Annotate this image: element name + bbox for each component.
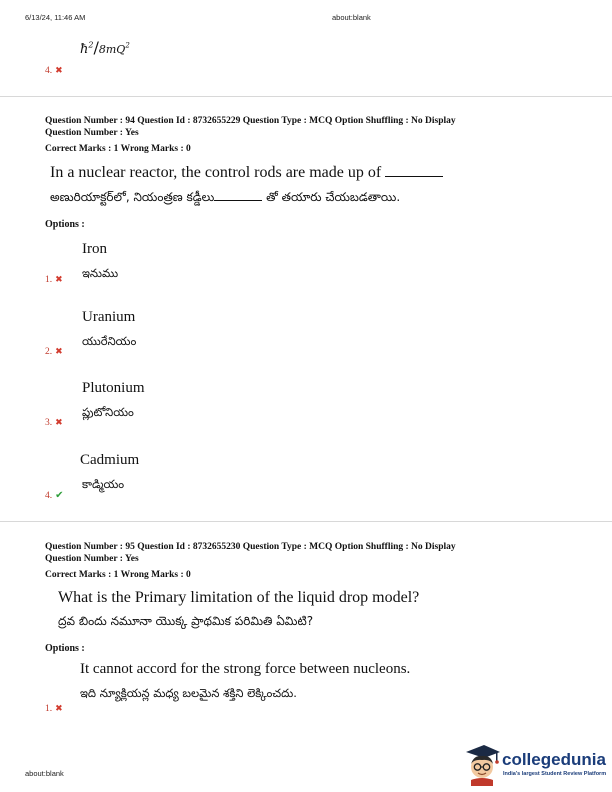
q95-options-label: Options : <box>45 643 85 654</box>
q94-option-3-te: ప్లుటోనియం <box>82 405 134 419</box>
formula-sup: 2 <box>88 40 94 50</box>
q95-option-1-number: 1. ✖ <box>45 704 63 714</box>
q94-marks: Correct Marks : 1 Wrong Marks : 0 <box>45 144 191 154</box>
q94-option-3-en: Plutonium <box>82 380 145 396</box>
wrong-mark-icon: ✖ <box>55 418 63 428</box>
section-divider <box>0 521 612 522</box>
q95-option-1-te: ఇది న్యూక్లియన్ల మధ్య బలమైన శక్తిని లెక్కించదు. <box>80 686 297 700</box>
wrong-mark-icon: ✖ <box>55 275 63 285</box>
q94-option-1-number: 1. ✖ <box>45 275 63 285</box>
print-datetime: 6/13/24, 11:46 AM <box>25 13 86 22</box>
q94-question-te: అణురియాక్టర్‌లో, నియంత్రణ కడ్డీలు తో తయారు చేయబడతాయి. <box>50 190 401 204</box>
q94-meta-line1: Question Number : 94 Question Id : 8732655229 Question Type : MCQ Option Shuffling : No Display <box>45 116 456 126</box>
print-footer-url: about:blank <box>25 769 64 778</box>
q95-option-1-en: It cannot accord for the strong force between nucleons. <box>80 661 411 677</box>
q95-meta-line2: Question Number : Yes <box>45 554 139 564</box>
q94-option-1-en: Iron <box>82 241 107 257</box>
q94-option-4-te: కాడ్మియం <box>82 477 125 491</box>
previous-option-formula: $ħ^2/8mQ^2$ <box>80 38 130 57</box>
q95-question-en: What is the Primary limitation of the liquid drop model? <box>58 589 420 606</box>
collegedunia-logo <box>462 742 610 788</box>
q95-meta <box>45 541 456 581</box>
logo-name: collegedunia <box>502 750 606 769</box>
wrong-mark-icon: ✖ <box>55 347 63 357</box>
logo-tagline: India's largest Student Review Platform <box>503 771 607 777</box>
q94-options-label: Options : <box>45 219 85 230</box>
correct-check-icon: ✔ <box>55 490 64 501</box>
q94-option-2-number: 2. ✖ <box>45 347 63 357</box>
q95-meta-line1: Question Number : 95 Question Id : 8732655230 Question Type : MCQ Option Shuffling : No Display <box>45 542 456 552</box>
blank-line <box>214 199 262 201</box>
q94-option-3-number: 3. ✖ <box>45 418 63 428</box>
q94-option-4-number: 4. ✔ <box>45 490 64 501</box>
formula-den-sup: 2 <box>125 41 130 50</box>
wrong-mark-icon: ✖ <box>55 66 63 76</box>
formula-hbar: ħ <box>80 42 89 57</box>
wrong-mark-icon: ✖ <box>55 704 63 714</box>
section-divider <box>0 96 612 97</box>
q95-question-te: ద్రవ బిందు నమూనా యొక్క ప్రాథమిక పరిమితి ఏమిటి? <box>58 614 314 628</box>
q94-meta-line2: Question Number : Yes <box>45 128 139 138</box>
blank-line <box>385 175 443 177</box>
q94-meta <box>45 115 456 155</box>
q94-option-2-en: Uranium <box>82 309 136 325</box>
previous-option-number: 4. ✖ <box>45 66 63 76</box>
q94-option-1-te: ఇనుము <box>82 266 119 280</box>
student-mascot-icon <box>462 742 502 786</box>
q94-option-2-te: యురేనియం <box>82 334 137 348</box>
formula-denominator: 8mQ <box>98 43 126 56</box>
q95-marks: Correct Marks : 1 Wrong Marks : 0 <box>45 570 191 580</box>
print-page-title: about:blank <box>332 13 371 22</box>
q94-option-4-en: Cadmium <box>80 452 140 468</box>
q94-question-en: In a nuclear reactor, the control rods are made up of <box>50 163 443 183</box>
